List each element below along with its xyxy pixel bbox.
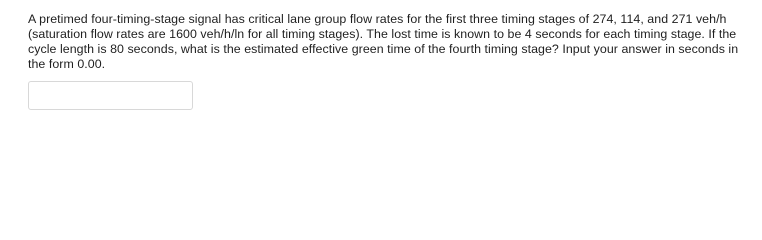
answer-input[interactable] <box>28 81 193 110</box>
question-text: A pretimed four-timing-stage signal has critical lane group flow rates for the first three timing stages of 274, 114, and 271 veh/h (saturation flow rates are 1600 veh/h/ln for all timing stages). The lost time is known to be 4 seconds for each timing stage. If the cycle length is 80 seconds, what is the estimated effective green time of the fourth timing stage? Input your answer in seconds in the form 0.00. <box>28 12 739 71</box>
question-container <box>28 12 754 72</box>
